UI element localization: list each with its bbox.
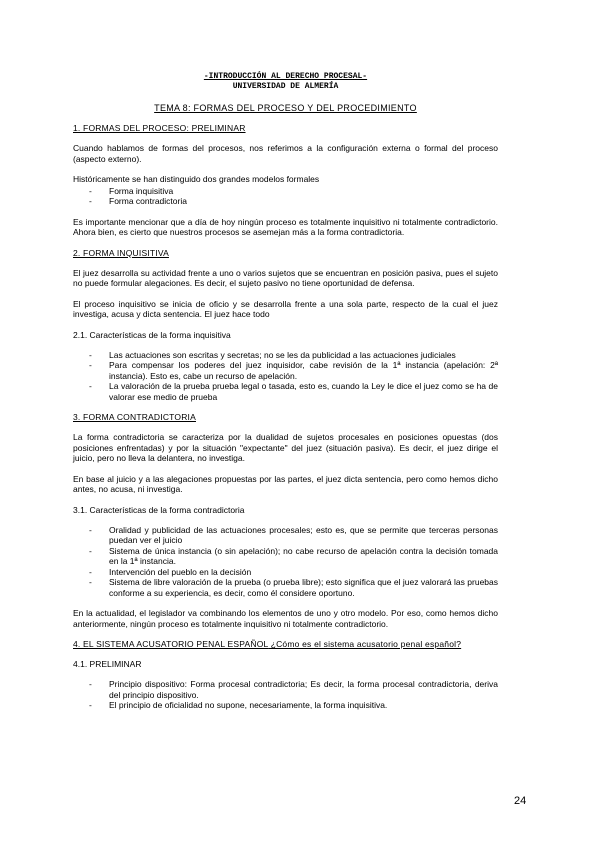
- section-3-paragraph-2: En base al juicio y a las alegaciones propuestas por las partes, el juez dicta sentencia, pero como hemos dicho antes, no acusa, ni investiga.: [73, 473, 498, 494]
- section-1-list: [73, 186, 498, 207]
- list-item: - Sistema de única instancia (o sin apelación); no cabe recurso de apelación contra la decisión tomada en la 1ª instancia.: [89, 545, 498, 566]
- section-4-heading-text: 4. EL SISTEMA ACUSATORIO PENAL ESPAÑOL: [73, 639, 269, 649]
- list-item: - Forma contradictoria: [89, 196, 187, 206]
- dash-bullet: -: [89, 381, 92, 391]
- list-item: - El principio de oficialidad no supone, necesariamente, la forma inquisitiva.: [89, 700, 388, 710]
- course-title: -INTRODUCCIÓN AL DERECHO PROCESAL-: [203, 72, 368, 81]
- section-3-paragraph-1: La forma contradictoria se caracteriza por la dualidad de sujetos procesales en posiciones opuestas (dos posiciones enfrentadas) y por la situación "expectante" del juez (situación pasiva). Es decir, el juez dirige el juicio, pero no lleva la delantera, no investiga.: [73, 432, 498, 463]
- section-1-paragraph-3: Es importante mencionar que a día de hoy ningún proceso es totalmente inquisitivo ni totalmente contradictorio. Ahora bien, es cierto que nuestros procesos se asemejan más a la forma contradictoria.: [73, 216, 498, 237]
- dash-bullet: -: [89, 196, 92, 206]
- dash-bullet: -: [89, 185, 92, 196]
- list-item: - Sistema de libre valoración de la prueba (o prueba libre); esto significa que el juez valorará las pruebas conforme a su experiencia, es decir, como él considere oportuno.: [89, 577, 498, 598]
- list-item: - Para compensar los poderes del juez inquisidor, cabe revisión de la 1ª instancia (apelación: 2ª instancia). Esto es, cabe un recurso de apelación.: [89, 360, 498, 381]
- dash-bullet: -: [89, 700, 92, 710]
- section-4-list: [73, 679, 498, 711]
- section-4-question: ¿Cómo es el sistema acusatorio penal español?: [268, 639, 462, 649]
- section-3-list: [73, 525, 498, 599]
- section-2-paragraph-2: El proceso inquisitivo se inicia de oficio y se desarrolla frente a una sola parte, respecto de la cual el juez investiga, acusa y dicta sentencia. El juez hace todo: [73, 298, 498, 319]
- section-2-list: [73, 350, 498, 403]
- section-1-heading: 1. FORMAS DEL PROCESO: PRELIMINAR: [73, 123, 246, 133]
- subsection-3-1-heading: 3.1. Características de la forma contradictoria: [73, 504, 245, 515]
- dash-bullet: -: [89, 524, 92, 535]
- list-item: - Forma inquisitiva: [89, 185, 174, 196]
- list-item: - Intervención del pueblo en la decisión: [89, 566, 252, 577]
- section-1-paragraph-1: Cuando hablamos de formas del procesos, nos referimos a la configuración externa o formal del proceso (aspecto externo).: [73, 143, 498, 164]
- subsection-2-1-heading: 2.1. Características de la forma inquisitiva: [73, 329, 231, 340]
- university-name: UNIVERSIDAD DE ALMERÍA: [232, 82, 339, 91]
- list-item: - La valoración de la prueba prueba legal o tasada, esto es, cuando la Ley le dice el juez como se ha de valorar ese medio de prueba: [89, 381, 498, 402]
- dash-bullet: -: [89, 679, 92, 689]
- subsection-4-1-heading: 4.1. PRELIMINAR: [73, 659, 142, 669]
- page-number: 24: [514, 795, 527, 807]
- section-3-heading: 3. FORMA CONTRADICTORIA: [73, 412, 196, 422]
- dash-bullet: -: [89, 349, 92, 360]
- list-item: - Principio dispositivo: Forma procesal contradictoria; Es decir, la forma procesal contradictoria, deriva del principio dispositivo.: [89, 679, 498, 700]
- dash-bullet: -: [89, 545, 92, 556]
- dash-bullet: -: [89, 577, 92, 587]
- dash-bullet: -: [89, 566, 92, 577]
- dash-bullet: -: [89, 360, 92, 370]
- document-header: [73, 72, 498, 92]
- section-4-heading: [73, 639, 498, 649]
- section-1-paragraph-2: Históricamente se han distinguido dos grandes modelos formales: [73, 174, 320, 184]
- topic-title: TEMA 8: FORMAS DEL PROCESO Y DEL PROCEDIMIENTO: [154, 103, 417, 113]
- list-item: - Las actuaciones son escritas y secretas; no se les da publicidad a las actuaciones judiciales: [89, 349, 456, 360]
- section-2-paragraph-1: El juez desarrolla su actividad frente a uno o varios sujetos que se encuentran en posición pasiva, pues el sujeto no puede formular alegaciones. Es decir, el sujeto pasivo no tiene oportunidad de defensa.: [73, 267, 498, 288]
- section-2-heading: 2. FORMA INQUISITIVA: [73, 247, 169, 258]
- section-3-paragraph-3: En la actualidad, el legislador va combinando los elementos de uno y otro modelo. Por eso, como hemos dicho anteriormente, ningún proceso es totalmente inquisitivo ni totalmente contradictorio.: [73, 608, 498, 629]
- list-item: - Oralidad y publicidad de las actuaciones procesales; esto es, que se permite que terceras personas puedan ver el juicio: [89, 524, 498, 545]
